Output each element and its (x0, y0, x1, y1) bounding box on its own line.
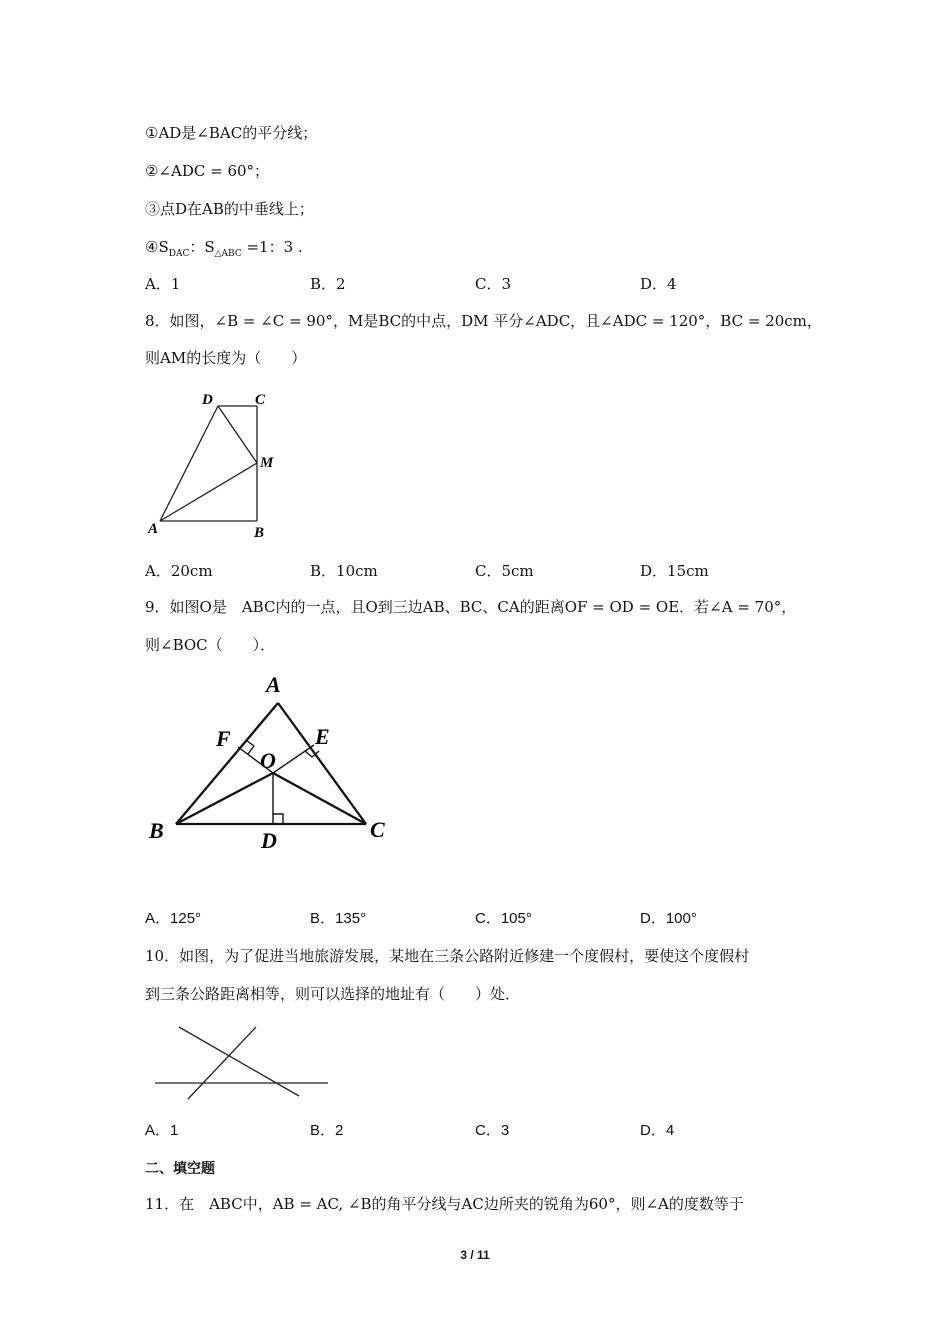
label-e: E (315, 724, 330, 749)
section-heading: 二、填空题 (145, 1161, 215, 1177)
q7-statement-3: ③点D在AB的中垂线上； (145, 200, 314, 218)
label-d: D (202, 392, 213, 408)
q7-statement-1: ①AD是∠BAC的平分线； (145, 124, 318, 142)
q8-option-d[interactable]: D．15cm (640, 562, 709, 580)
q7-statement-4 (145, 237, 303, 264)
q7-option-c[interactable]: C．3 (475, 275, 512, 293)
q9-options (145, 909, 825, 929)
q9-option-b[interactable]: B．135° (310, 910, 367, 927)
q7-option-d[interactable]: D．4 (640, 275, 677, 293)
q9-option-c[interactable]: C．105° (475, 910, 532, 927)
q10-option-d[interactable]: D．4 (640, 1122, 675, 1139)
q7-s4-post: =1：3 . (241, 238, 303, 256)
q8-options (145, 561, 825, 581)
q8-option-c[interactable]: C．5cm (475, 562, 534, 580)
q10-options (145, 1121, 825, 1141)
q7-statement-2: ②∠ADC = 60°； (145, 162, 270, 180)
q9-option-d[interactable]: D．100° (640, 910, 697, 927)
q9-line-2: 则∠BOC（ ）． (145, 636, 276, 654)
q10-line-1: 10．如图，为了促进当地旅游发展，某地在三条公路附近修建一个度假村，要使这个度假村 (145, 947, 750, 965)
q9-line-1: 9．如图O是 ABC内的一点，且O到三边AB、BC、CA的距离OF = OD = OE．若∠A = 70°， (145, 598, 797, 616)
q7-options (145, 274, 825, 294)
label-o: O (260, 748, 276, 773)
page-number: 3 / 11 (460, 1248, 490, 1262)
q7-s4-pre: ④S (145, 238, 169, 256)
segment-dm (218, 406, 257, 463)
q10-option-c[interactable]: C．3 (475, 1122, 510, 1139)
q8-line-2: 则AM的长度为（ ） (145, 349, 307, 367)
q8-option-a[interactable]: A．20cm (145, 562, 213, 580)
q8-figure (140, 385, 290, 545)
label-m: M (260, 455, 274, 471)
segment-oc (273, 773, 366, 824)
right-angle-d (273, 814, 283, 824)
q8-line-1: 8．如图，∠B = ∠C = 90°，M是BC的中点，DM 平分∠ADC，且∠ADC = 120°，BC = 20cm， (145, 312, 822, 330)
label-c: C (370, 817, 385, 842)
segment-ob (176, 773, 273, 824)
label-d: D (261, 828, 277, 853)
label-f: F (216, 726, 231, 751)
segment-oe (273, 745, 314, 773)
label-b: B (149, 818, 164, 843)
q10-figure (150, 1020, 335, 1102)
label-a: A (148, 521, 159, 537)
q9-option-a[interactable]: A．125° (145, 910, 202, 927)
q7-s4-sub1: DAC (168, 249, 190, 259)
q7-option-a[interactable]: A．1 (145, 275, 181, 293)
right-angle-f (246, 740, 254, 754)
q7-s4-mid: ：S (189, 238, 215, 256)
q10-line-2: 到三条公路距离相等，则可以选择的地址有（ ）处． (145, 985, 521, 1003)
q11-line-1: 11．在 ABC中，AB = AC, ∠B的角平分线与AC边所夹的锐角为60°，则∠A的度数等于 (145, 1195, 744, 1213)
q10-option-b[interactable]: B．2 (310, 1122, 344, 1139)
label-b: B (254, 525, 265, 541)
road-diagonal-1 (179, 1027, 299, 1096)
side-ac (278, 703, 366, 824)
label-c: C (255, 392, 266, 408)
q10-option-a[interactable]: A．1 (145, 1122, 179, 1139)
q7-s4-sub2: △ABC (214, 249, 242, 259)
q7-option-b[interactable]: B．2 (310, 275, 346, 293)
label-a: A (266, 672, 281, 697)
q9-figure (140, 670, 400, 860)
q8-option-b[interactable]: B．10cm (310, 562, 378, 580)
